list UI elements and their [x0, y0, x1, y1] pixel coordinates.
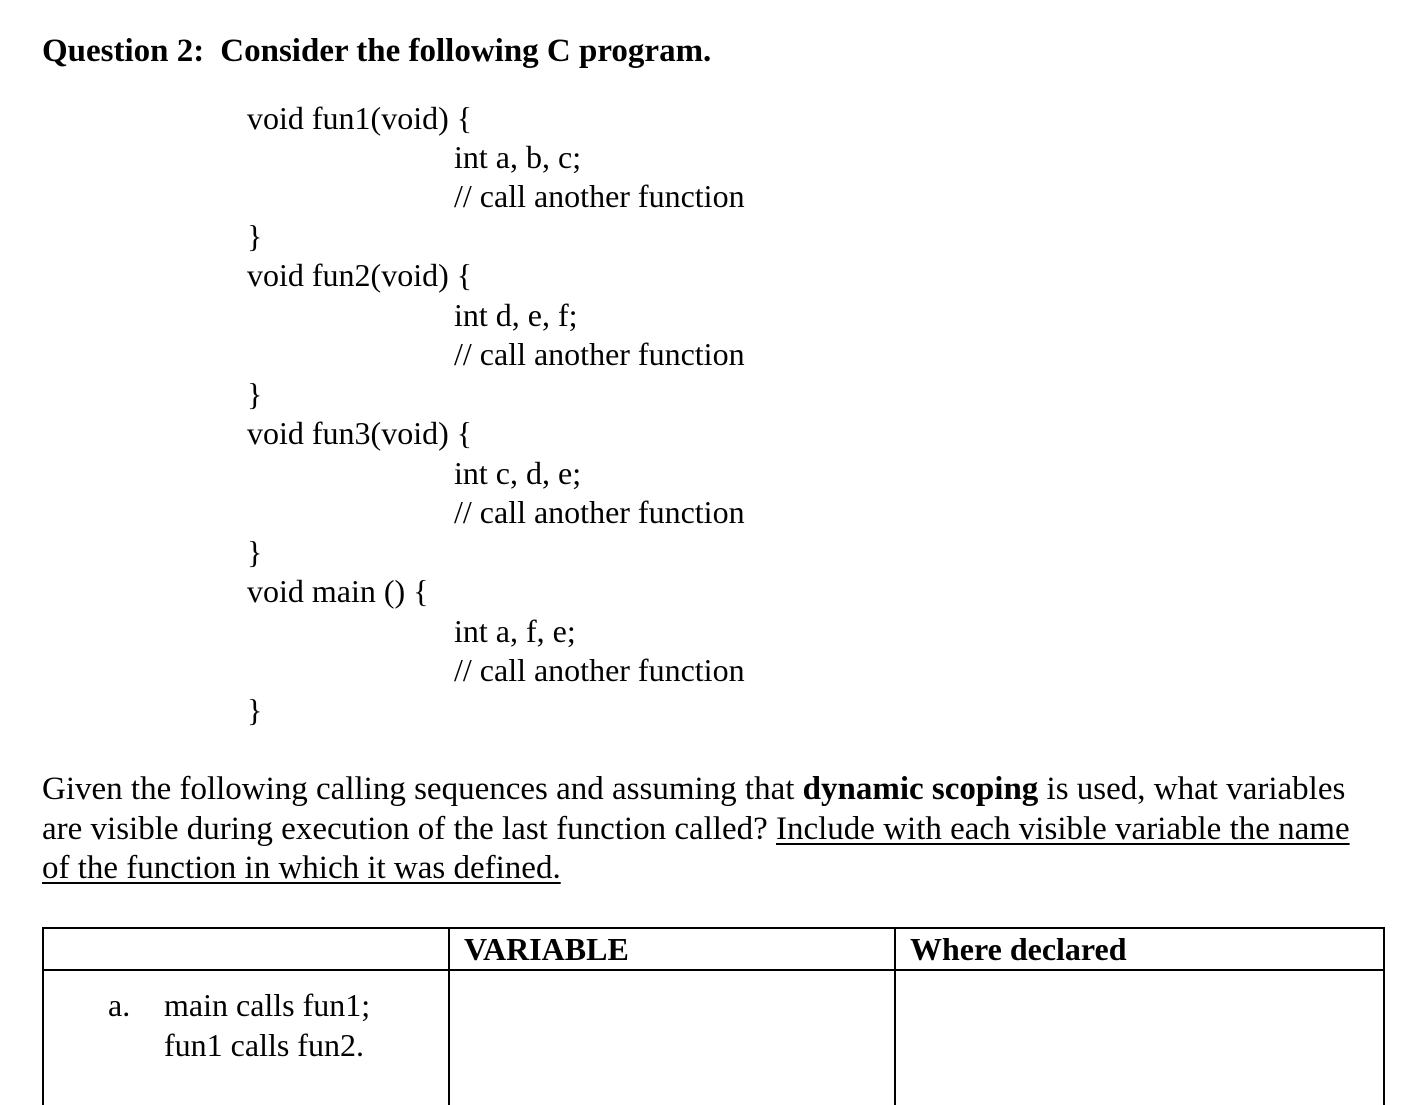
code-line: // call another function	[454, 652, 745, 688]
sequence-line-1: main calls fun1;	[164, 987, 371, 1023]
header-empty	[43, 928, 449, 970]
header-where-declared: Where declared	[895, 928, 1384, 970]
instructions-paragraph	[42, 770, 1382, 889]
code-line: }	[247, 534, 263, 570]
sequence-line-2: fun1 calls fun2.	[164, 1027, 364, 1063]
code-line: // call another function	[454, 336, 745, 372]
code-line: }	[247, 692, 263, 728]
instructions-emphasis: dynamic scoping	[802, 771, 1039, 807]
row-letter: a.	[108, 987, 131, 1023]
question-heading	[42, 28, 711, 74]
code-line: void fun3(void) {	[247, 415, 473, 451]
table-header-row	[43, 928, 1384, 970]
question-number: Question 2:	[42, 33, 205, 69]
code-line: // call another function	[454, 494, 745, 530]
variable-answer-cell[interactable]	[449, 970, 895, 1105]
where-declared-answer-cell[interactable]	[895, 970, 1384, 1105]
code-line: int a, b, c;	[454, 139, 582, 175]
code-line: void fun1(void) {	[247, 100, 473, 136]
code-line: int c, d, e;	[454, 455, 582, 491]
header-variable: VARIABLE	[449, 928, 895, 970]
code-line: void main () {	[247, 573, 429, 609]
code-line: }	[247, 218, 263, 254]
instructions-text-2: is used, what variables are visible during execution of the last function called?	[42, 771, 1346, 847]
table-row	[43, 970, 1384, 1105]
instructions-underlined: Include with each visible variable the name of the function in which it was defined.	[42, 810, 1350, 886]
question-title: Consider the following C program.	[220, 33, 712, 69]
code-line: // call another function	[454, 178, 745, 214]
code-line: }	[247, 376, 263, 412]
code-line: void fun2(void) {	[247, 257, 473, 293]
code-line: int a, f, e;	[454, 613, 576, 649]
code-line: int d, e, f;	[454, 297, 578, 333]
answer-table	[42, 927, 1385, 1105]
instructions-text-1: Given the following calling sequences and assuming that	[42, 771, 803, 807]
calling-sequence-cell	[43, 970, 449, 1105]
